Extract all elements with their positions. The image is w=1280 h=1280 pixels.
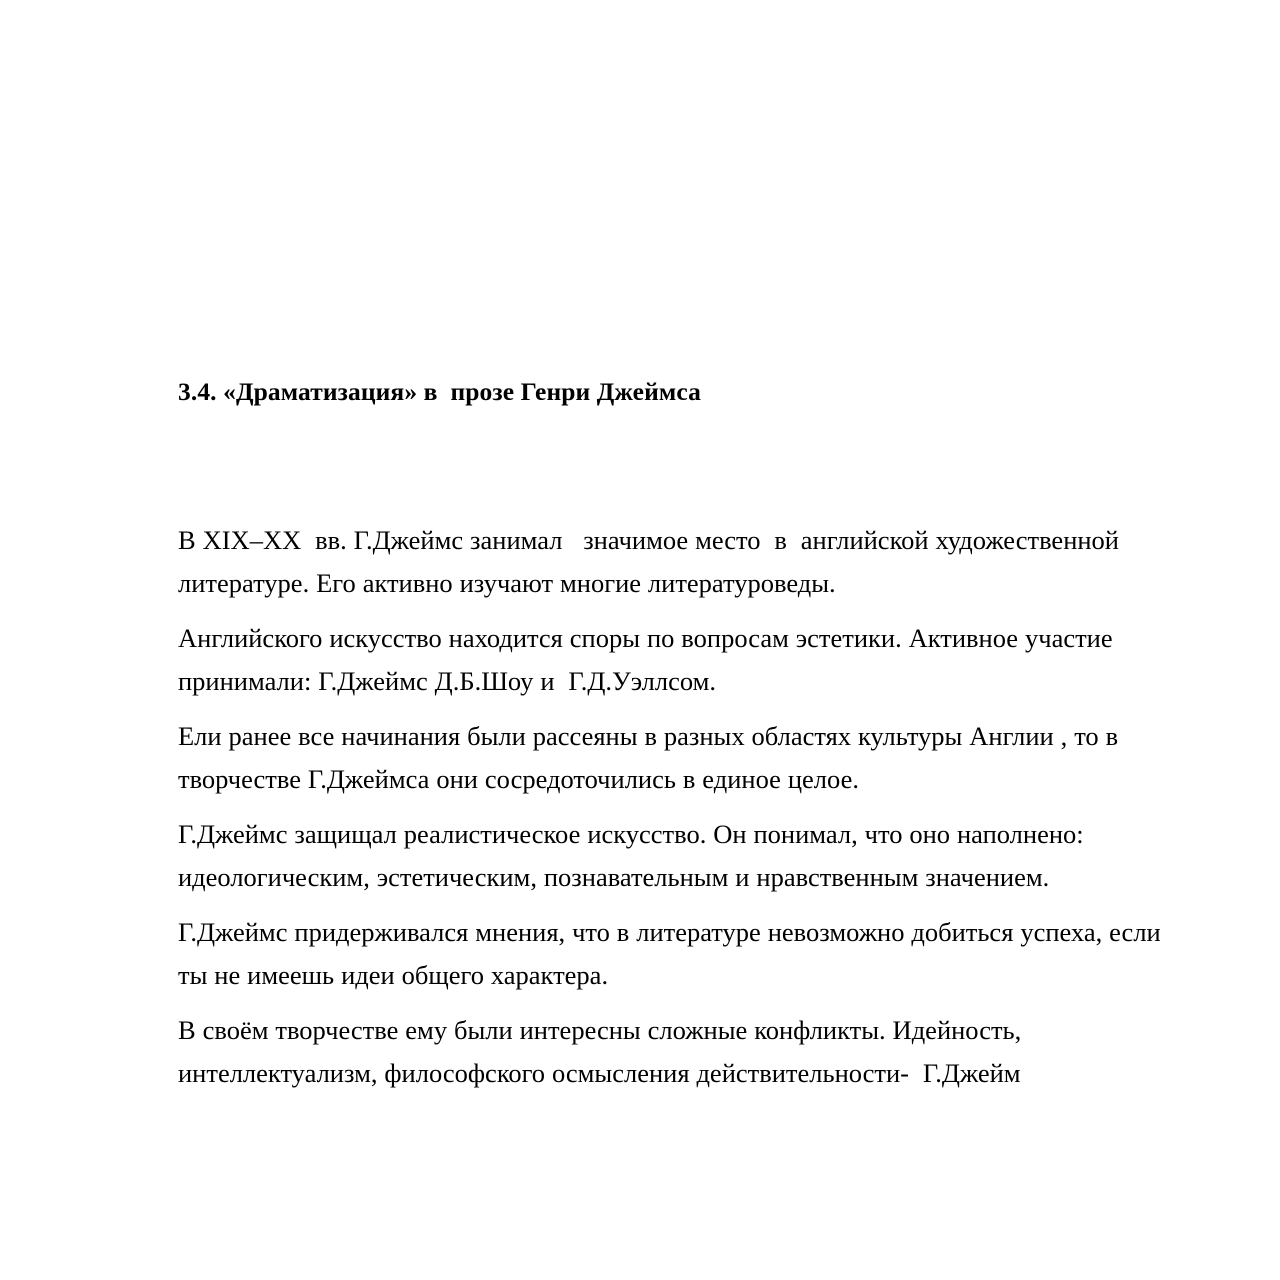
document-text-column (178, 0, 1190, 1094)
body-paragraph-1: В XIX–XX вв. Г.Джеймс занимал значимое место в английской художественной литературе. Его активно изучают многие литературоведы. (178, 525, 1126, 598)
body-paragraph-5: Г.Джеймс придерживался мнения, что в литературе невозможно добиться успеха, если ты не имеешь идеи общего характера. (178, 917, 1168, 990)
body-paragraph-3: Ели ранее все начинания были рассеяны в разных областях культуры Англии , то в творчестве Г.Джеймса они сосредоточились в единое целое. (178, 721, 1126, 794)
body-paragraph-2: Английского искусство находится споры по вопросам эстетики. Активное участие принимали: Г.Джеймс Д.Б.Шоу и Г.Д.Уэллсом. (178, 623, 1120, 696)
top-margin-spacer (178, 0, 1190, 371)
heading-body-gap (178, 413, 1190, 519)
body-paragraph-6: В своём творчестве ему были интересны сложные конфликты. Идейность, интеллектуализм, философского осмысления действительности- Г.Джейм (178, 1015, 1029, 1088)
body-paragraph-4: Г.Джеймс защищал реалистическое искусство. Он понимал, что оно наполнено: идеологическим, эстетическим, познавательным и нравственным значением. (178, 819, 1091, 892)
section-heading: 3.4. «Драматизация» в прозе Генри Джеймса (178, 377, 701, 406)
